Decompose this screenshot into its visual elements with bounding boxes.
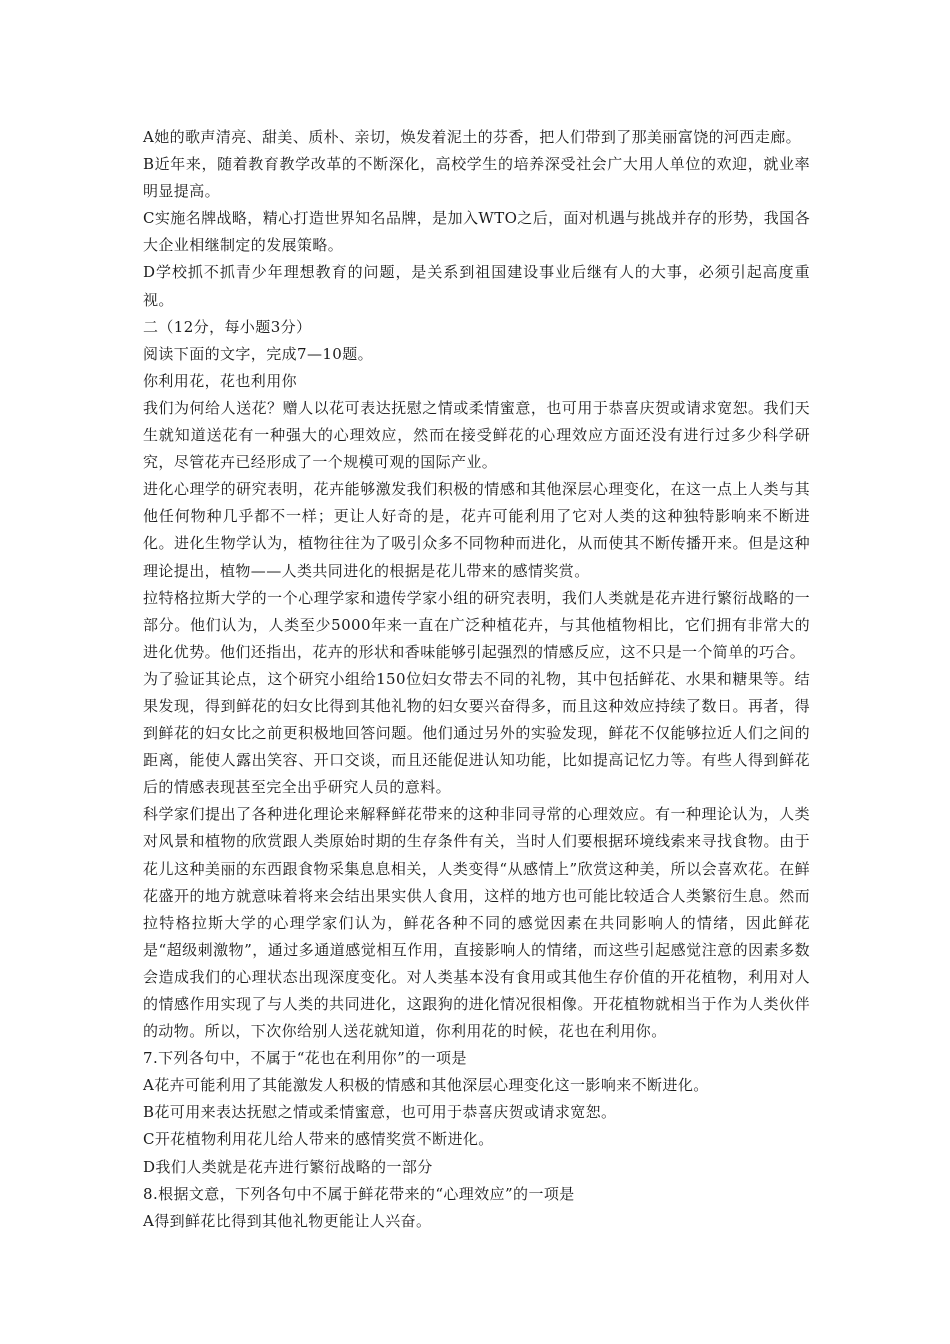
passage-paragraph-3: 拉特格拉斯大学的一个心理学家和遗传学家小组的研究表明，我们人类就是花卉进行繁衍战略的一部分。他们认为，人类至少5000年来一直在广泛种植花卉，与其他植物相比，它们拥有非常大的进化优势。他们还指出，花卉的形状和香味能够引起强烈的情感反应，这不只是一个简单的巧合。 <box>143 588 810 661</box>
section-heading: 二（12分，每小题3分） <box>143 317 312 336</box>
question-7-stem: 7.下列各句中，不属于“花也在利用你”的一项是 <box>143 1049 467 1068</box>
option-c-prev-d: D学校抓不抓青少年理想教育的问题，是关系到祖国建设事业后继有人的大事，必须引起高度重视。 <box>143 263 810 309</box>
passage-paragraph-4: 为了验证其论点，这个研究小组给150位妇女带去不同的礼物，其中包括鲜花、水果和糖果等。结果发现，得到鲜花的妇女比得到其他礼物的妇女要兴奋得多，而且这种效应持续了数日。再者，得到鲜花的妇女比之前更积极地回答问题。他们通过另外的实验发现，鲜花不仅能够拉近人们之间的距离，能使人露出笑容、开口交谈，而且还能促进认知功能，比如提高记忆力等。有些人得到鲜花后的情感表现甚至完全出乎研究人员的意料。 <box>143 669 810 797</box>
option-c-prev-a: A她的歌声清亮、甜美、质朴、亲切，焕发着泥土的芬香，把人们带到了那美丽富饶的河西走廊。 <box>143 128 802 146</box>
question-7-option-a: A花卉可能利用了其能激发人积极的情感和其他深层心理变化这一影响来不断进化。 <box>143 1076 709 1095</box>
reading-instruction: 阅读下面的文字，完成7—10题。 <box>143 344 374 363</box>
passage-paragraph-1: 我们为何给人送花？赠人以花可表达抚慰之情或柔情蜜意，也可用于恭喜庆贺或请求宽恕。我们天生就知道送花有一种强大的心理效应，然而在接受鲜花的心理效应方面还没有进行过多少科学研究，尽管花卉已经形成了一个规模可观的国际产业。 <box>143 398 810 472</box>
option-c-prev-b: B近年来，随着教育教学改革的不断深化，高校学生的培养深受社会广大用人单位的欢迎，就业率明显提高。 <box>143 155 810 201</box>
question-7-option-c: C开花植物利用花儿给人带来的感情奖赏不断进化。 <box>143 1130 494 1149</box>
question-7-option-d: D我们人类就是花卉进行繁衍战略的一部分 <box>143 1157 433 1176</box>
question-7-option-b: B花可用来表达抚慰之情或柔情蜜意，也可用于恭喜庆贺或请求宽恕。 <box>143 1103 617 1122</box>
passage-title: 你利用花，花也利用你 <box>143 371 298 390</box>
question-8-option-a: A得到鲜花比得到其他礼物更能让人兴奋。 <box>143 1211 432 1230</box>
option-c-prev-c: C实施名牌战略，精心打造世界知名品牌，是加入WTO之后，面对机遇与挑战并存的形势，我国各大企业相继制定的发展策略。 <box>143 209 810 255</box>
question-8-stem: 8.根据文意，下列各句中不属于鲜花带来的“心理效应”的一项是 <box>143 1184 575 1203</box>
exam-page <box>143 124 810 1235</box>
passage-paragraph-2: 进化心理学的研究表明，花卉能够激发我们积极的情感和其他深层心理变化，在这一点上人类与其他任何物种几乎都不一样；更让人好奇的是，花卉可能利用了它对人类的这种独特影响来不断进化。进化生物学认为，植物往往为了吸引众多不同物种而进化，从而使其不断传播开来。但是这种理论提出，植物——人类共同进化的根据是花儿带来的感情奖赏。 <box>143 480 810 580</box>
passage-paragraph-5: 科学家们提出了各种进化理论来解释鲜花带来的这种非同寻常的心理效应。有一种理论认为，人类对风景和植物的欣赏跟人类原始时期的生存条件有关，当时人们要根据环境线索来寻找食物。由于花儿这种美丽的东西跟食物采集息息相关，人类变得“从感情上”欣赏这种美，所以会喜欢花。在鲜花盛开的地方就意味着将来会结出果实供人食用，这样的地方也可能比较适合人类繁衍生息。然而拉特格拉斯大学的心理学家们认为，鲜花各种不同的感觉因素在共同影响人的情绪，因此鲜花是“超级刺激物”，通过多通道感觉相互作用，直接影响人的情绪，而这些引起感觉注意的因素多数会造成我们的心理状态出现深度变化。对人类基本没有食用或其他生存价值的开花植物，利用对人的情感作用实现了与人类的共同进化，这跟狗的进化情况很相像。开花植物就相当于作为人类伙伴的动物。所以，下次你给别人送花就知道，你利用花的时候，花也在利用你。 <box>143 805 810 1041</box>
